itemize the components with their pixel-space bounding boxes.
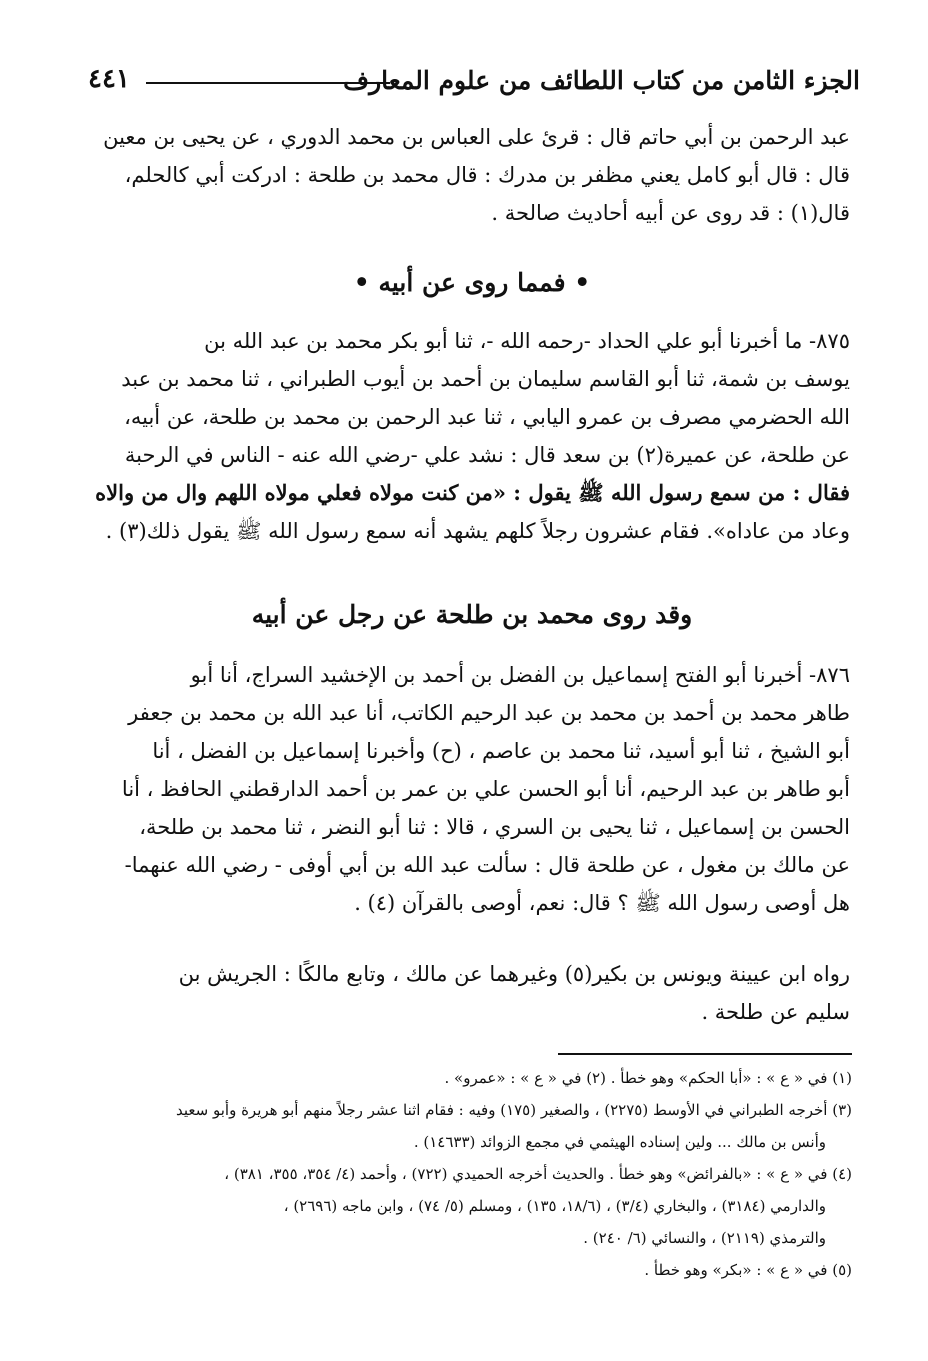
- text-line: عن مالك بن مغول ، عن طلحة قال : سألت عبد الله بن أبي أوفى - رضي الله عنهما-: [124, 853, 850, 877]
- footnote-continuation: وأنس بن مالك ... ولين إسناده الهيثمي في مجمع الزوائد (١٤٦٣٣) .: [413, 1133, 826, 1151]
- footnote-separator: [558, 1053, 852, 1055]
- section-heading: • فمما روى عن أبيه •: [353, 268, 591, 297]
- page-header: [88, 60, 860, 104]
- text-line: عبد الرحمن بن أبي حاتم قال : قرئ على العباس بن محمد الدوري ، عن يحيى بن معين: [103, 125, 850, 149]
- footnote: (٥) في « ع » : «بكر» وهو خطأ .: [644, 1261, 852, 1279]
- narration-note: [94, 955, 850, 1031]
- text-line: أبو الشيخ ، ثنا أبو أسيد، ثنا محمد بن عاصم ، (ح) وأخبرنا إسماعيل بن الفضل ، أنا: [152, 739, 850, 763]
- text-line: سليم عن طلحة .: [701, 1000, 850, 1024]
- text-line: ٨٧٦- أخبرنا أبو الفتح إسماعيل بن الفضل بن أحمد بن الإخشيد السراج، أنا أبو: [190, 663, 850, 687]
- hadith-875: [94, 322, 850, 550]
- header-rule: [146, 82, 390, 84]
- intro-paragraph: [94, 118, 850, 232]
- text-line: وعاد من عاداه». فقام عشرون رجلاً كلهم يشهد أنه سمع رسول الله ﷺ يقول ذلك(٣) .: [105, 519, 850, 543]
- section-heading: وقد روى محمد بن طلحة عن رجل عن أبيه: [251, 600, 693, 629]
- page-number: ٤٤١: [88, 64, 130, 94]
- footnote: (١) في « ع » : «أبا الحكم» وهو خطأ . (٢) في « ع » : «عمرو» .: [444, 1069, 852, 1087]
- text-line: أبو طاهر بن عبد الرحيم، أنا أبو الحسن علي بن عمر بن أحمد الدارقطني الحافظ ، أنا: [121, 777, 850, 801]
- footnote: (٣) أخرجه الطبراني في الأوسط (٢٢٧٥) ، والصغير (١٧٥) وفيه : فقام اثنا عشر رجلاً منهم أبو هريرة وأبو سعيد: [176, 1101, 852, 1119]
- text-line: طاهر محمد بن أحمد بن محمد بن عبد الرحيم الكاتب، أنا عبد الله بن محمد بن جعفر: [128, 701, 850, 725]
- text-line: قال : قال أبو كامل يعني مظفر بن مدرك : قال محمد بن طلحة : ادركت أبي كالحلم،: [124, 163, 850, 187]
- footnote-continuation: والترمذي (٢١١٩) ، والنسائي (٦/ ٢٤٠) .: [583, 1229, 826, 1247]
- text-line: فقال : من سمع رسول الله ﷺ يقول : «من كنت مولاه فعلي مولاه اللهم وال من والاه: [95, 480, 850, 505]
- text-line: الله الحضرمي مصرف بن عمرو اليابي ، ثنا عبد الرحمن بن محمد بن طلحة، عن أبيه،: [124, 405, 850, 429]
- footnote-continuation: والدارمي (٣١٨٤) ، والبخاري (٣/٤) ، (١٨/٦، ١٣٥) ، ومسلم (٥/ ٧٤) ، وابن ماجه (٢٦٩٦) ،: [283, 1197, 826, 1215]
- text-line: عن طلحة، عن عميرة(٢) بن سعد قال : نشد علي -رضي الله عنه - الناس في الرحبة: [124, 443, 850, 467]
- running-title: الجزء الثامن من كتاب اللطائف من علوم المعارف: [343, 66, 860, 95]
- footnote: (٤) في « ع » : «بالفرائض» وهو خطأ . والحديث أخرجه الحميدي (٧٢٢) ، وأحمد (٤/ ٣٥٤، ٣٥٥، ٣٨١) ،: [224, 1165, 852, 1183]
- text-line: يوسف بن شمة، ثنا أبو القاسم سليمان بن أحمد بن أيوب الطبراني ، ثنا محمد بن عبد: [121, 367, 850, 391]
- text-line: ٨٧٥- ما أخبرنا أبو علي الحداد -رحمه الله -، ثنا أبو بكر محمد بن عبد الله بن: [204, 329, 850, 353]
- text-line: هل أوصى رسول الله ﷺ ؟ قال: نعم، أوصى بالقرآن (٤) .: [354, 891, 850, 915]
- text-line: الحسن بن إسماعيل ، ثنا يحيى بن السري ، قالا : ثنا أبو النضر ، ثنا محمد بن طلحة،: [139, 815, 850, 839]
- footnotes: [86, 1062, 852, 1286]
- text-line: رواه ابن عيينة ويونس بن بكير(٥) وغيرهما عن مالك ، وتابع مالكًا : الجريش بن: [178, 962, 850, 986]
- text-line: قال(١) : قد روى عن أبيه أحاديث صالحة .: [491, 201, 850, 225]
- hadith-876: [94, 656, 850, 922]
